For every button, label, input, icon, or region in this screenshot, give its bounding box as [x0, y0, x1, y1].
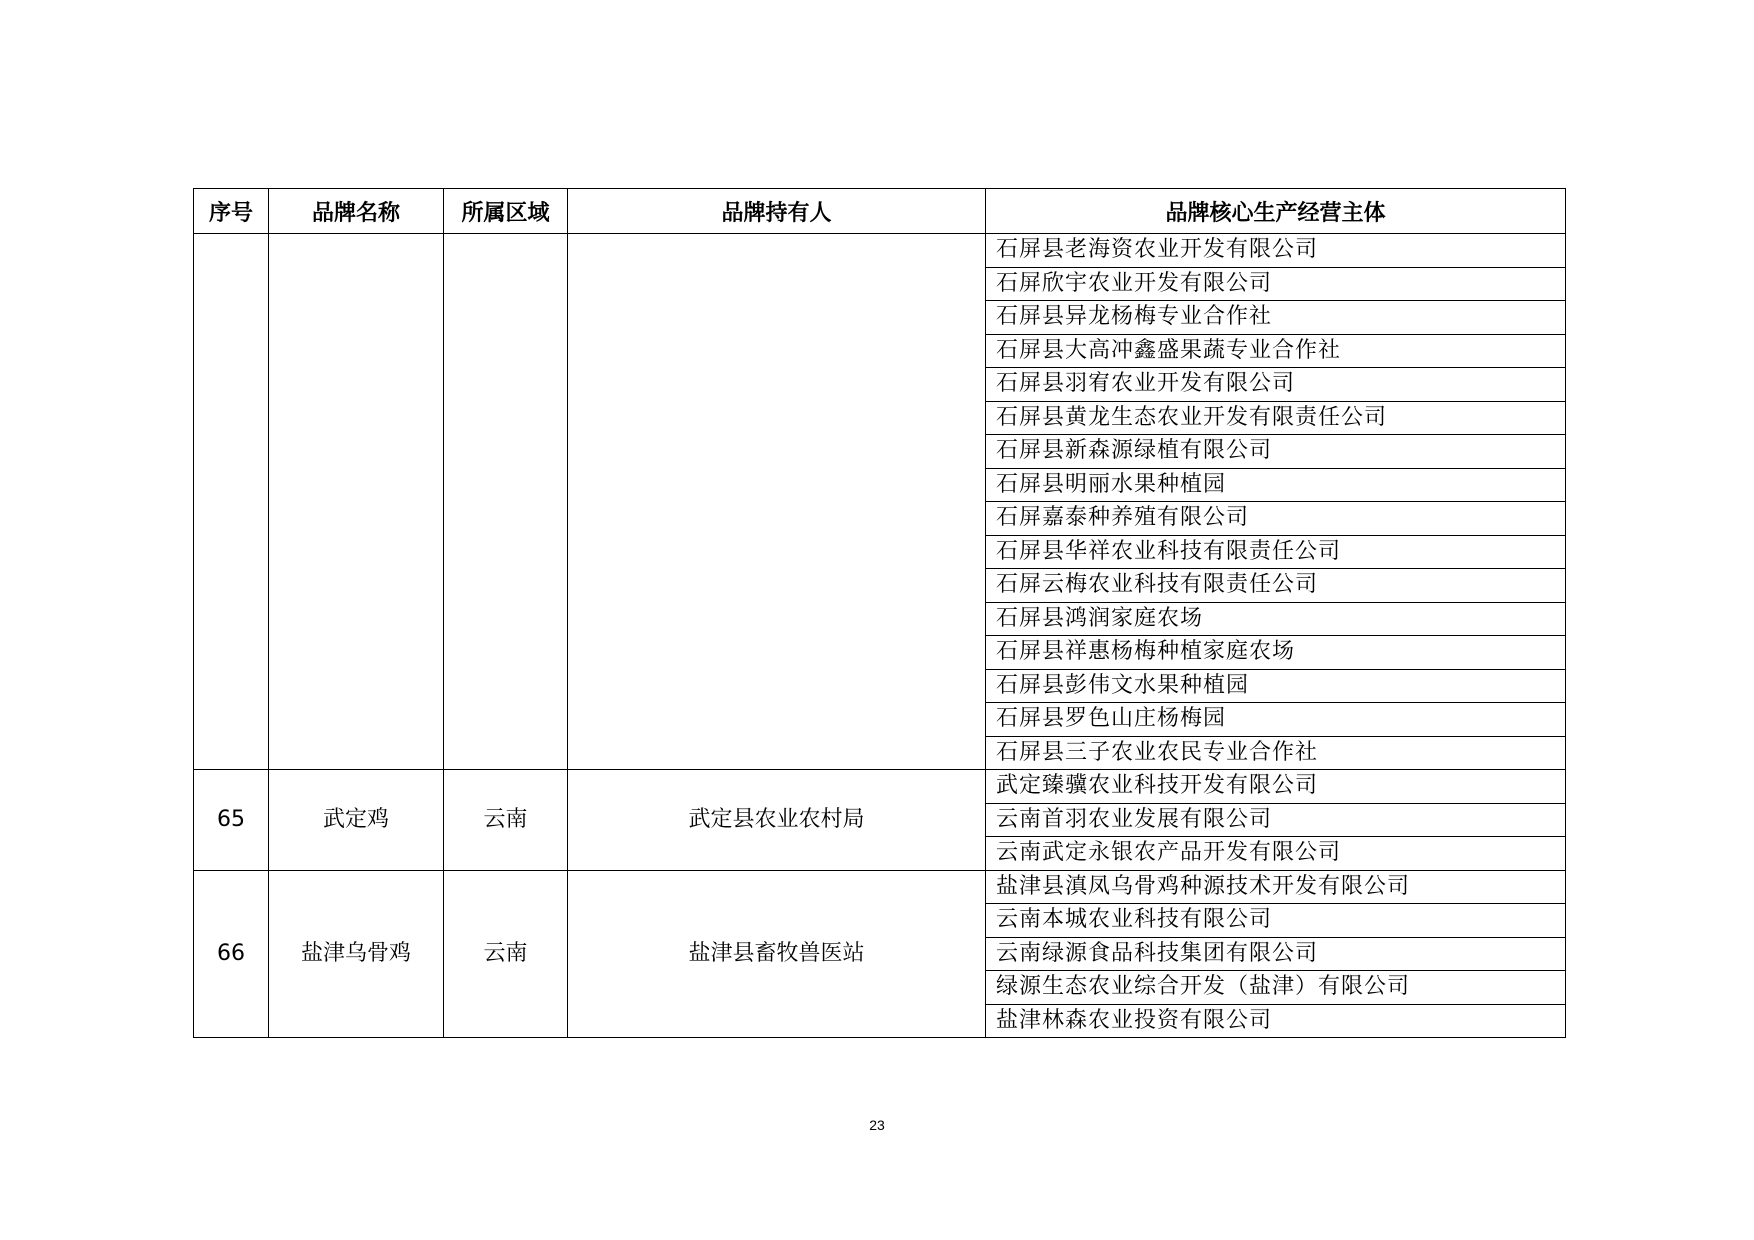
- row-index: [194, 234, 269, 770]
- row-entity: 石屏县罗色山庄杨梅园: [986, 703, 1566, 737]
- row-entity: 盐津县滇凤乌骨鸡种源技术开发有限公司: [986, 870, 1566, 904]
- row-holder: [568, 234, 986, 770]
- row-brand: 盐津乌骨鸡: [269, 870, 444, 1038]
- row-entity: 石屏县羽宥农业开发有限公司: [986, 368, 1566, 402]
- page-number: 23: [869, 1117, 885, 1133]
- row-entity: 云南武定永银农产品开发有限公司: [986, 837, 1566, 871]
- table-row: [194, 234, 1566, 268]
- row-entity: 武定臻骥农业科技开发有限公司: [986, 770, 1566, 804]
- header-entities: 品牌核心生产经营主体: [986, 189, 1566, 234]
- row-region: [444, 234, 568, 770]
- row-entity: 石屏县祥惠杨梅种植家庭农场: [986, 636, 1566, 670]
- row-entity: 石屏县大高冲鑫盛果蔬专业合作社: [986, 334, 1566, 368]
- row-entity: 石屏嘉泰种养殖有限公司: [986, 502, 1566, 536]
- row-brand: [269, 234, 444, 770]
- row-brand: 武定鸡: [269, 770, 444, 871]
- row-region: 云南: [444, 770, 568, 871]
- row-entity: 石屏县新森源绿植有限公司: [986, 435, 1566, 469]
- header-holder: 品牌持有人: [568, 189, 986, 234]
- row-index: 66: [194, 870, 269, 1038]
- row-entity: 石屏云梅农业科技有限责任公司: [986, 569, 1566, 603]
- row-entity: 石屏县鸿润家庭农场: [986, 602, 1566, 636]
- row-holder: 武定县农业农村局: [568, 770, 986, 871]
- table-body: [194, 234, 1566, 1038]
- row-holder: 盐津县畜牧兽医站: [568, 870, 986, 1038]
- row-entity: 盐津林森农业投资有限公司: [986, 1004, 1566, 1038]
- row-entity: 石屏县异龙杨梅专业合作社: [986, 301, 1566, 335]
- header-region: 所属区域: [444, 189, 568, 234]
- table-row: [194, 770, 1566, 804]
- header-brand: 品牌名称: [269, 189, 444, 234]
- row-entity: 石屏县三子农业农民专业合作社: [986, 736, 1566, 770]
- row-entity: 石屏县明丽水果种植园: [986, 468, 1566, 502]
- row-entity: 石屏县华祥农业科技有限责任公司: [986, 535, 1566, 569]
- row-entity: 石屏县老海资农业开发有限公司: [986, 234, 1566, 268]
- row-entity: 石屏欣宇农业开发有限公司: [986, 267, 1566, 301]
- header-row: [194, 189, 1566, 234]
- row-entity: 石屏县黄龙生态农业开发有限责任公司: [986, 401, 1566, 435]
- row-entity: 石屏县彭伟文水果种植园: [986, 669, 1566, 703]
- row-entity: 云南首羽农业发展有限公司: [986, 803, 1566, 837]
- row-entity: 云南绿源食品科技集团有限公司: [986, 937, 1566, 971]
- brand-table: [193, 188, 1566, 1038]
- header-index: 序号: [194, 189, 269, 234]
- row-index: 65: [194, 770, 269, 871]
- row-region: 云南: [444, 870, 568, 1038]
- row-entity: 绿源生态农业综合开发（盐津）有限公司: [986, 971, 1566, 1005]
- row-entity: 云南本城农业科技有限公司: [986, 904, 1566, 938]
- table-row: [194, 870, 1566, 904]
